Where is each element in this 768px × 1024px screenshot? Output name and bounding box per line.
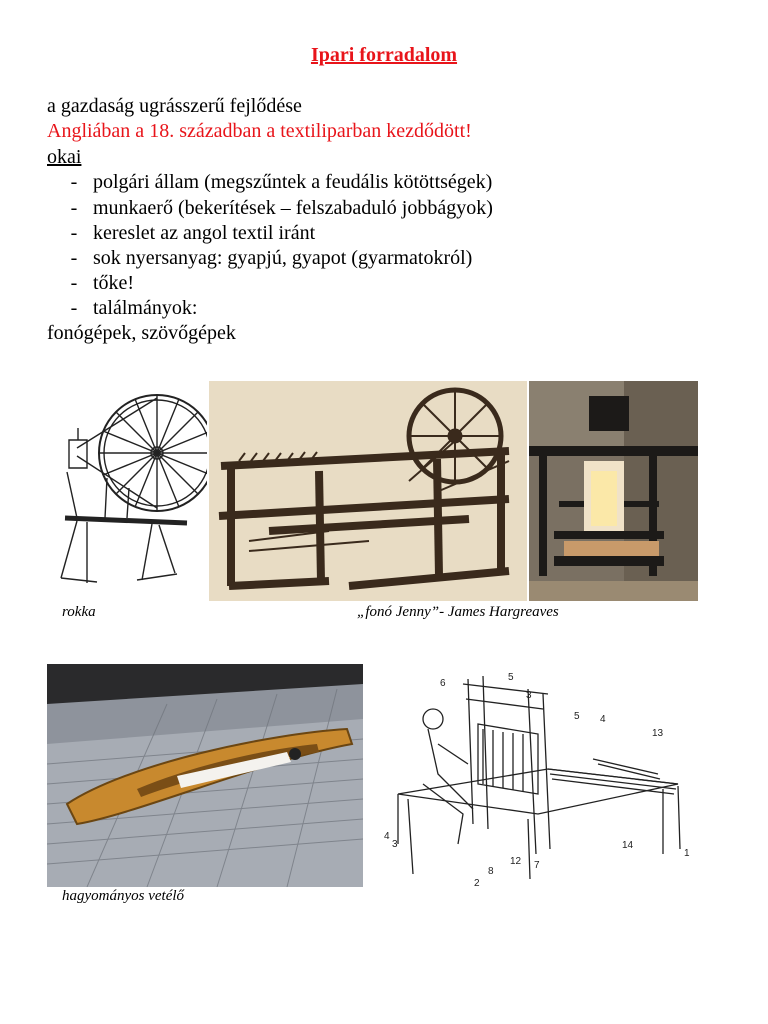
- shuttle-image: [47, 664, 363, 887]
- cause-item: - polgári állam (megszűntek a feudális kötöttségek): [70, 171, 493, 193]
- intro-line: a gazdaság ugrásszerű fejlődése: [47, 95, 302, 117]
- loom-label: 13: [652, 728, 664, 739]
- loom-label: 7: [534, 860, 540, 871]
- cause-item: - kereslet az angol textil iránt: [70, 222, 316, 244]
- caption-shuttle: hagyományos vetélő: [62, 888, 185, 904]
- loom-label: 1: [684, 848, 690, 859]
- page-title: Ipari forradalom: [310, 44, 458, 66]
- caption-rokka: rokka: [62, 604, 96, 620]
- loom-label: 5: [574, 711, 580, 722]
- loom-label: 3: [392, 839, 398, 850]
- cause-item: - találmányok:: [70, 297, 198, 319]
- loom-label: 12: [510, 856, 522, 867]
- jacquard-loom-image: [529, 381, 698, 601]
- spinning-wheel-image: [47, 368, 207, 600]
- loom-label: 3: [526, 690, 532, 701]
- loom-label: 5: [508, 672, 514, 683]
- cause-item: - tőke!: [70, 272, 135, 294]
- caption-spinning-jenny: „fonó Jenny”- James Hargreaves: [357, 604, 559, 620]
- loom-label: 4: [600, 714, 606, 725]
- loom-label: 2: [474, 878, 480, 889]
- cause-item: - munkaerő (bekerítések – felszabaduló jobbágyok): [70, 197, 493, 219]
- spinning-jenny-image: [209, 381, 527, 601]
- causes-heading: okai: [47, 146, 82, 168]
- intro-line-red: Angliában a 18. században a textiliparban kezdődött!: [47, 120, 472, 142]
- loom-label: 8: [488, 866, 494, 877]
- cause-item: - sok nyersanyag: gyapjú, gyapot (gyarmatokról): [70, 247, 473, 269]
- loom-label: 4: [384, 831, 390, 842]
- loom-drawing-image: [378, 664, 706, 889]
- inventions-line: fonógépek, szövőgépek: [47, 322, 236, 344]
- loom-label: 14: [622, 840, 634, 851]
- loom-label: 6: [440, 678, 446, 689]
